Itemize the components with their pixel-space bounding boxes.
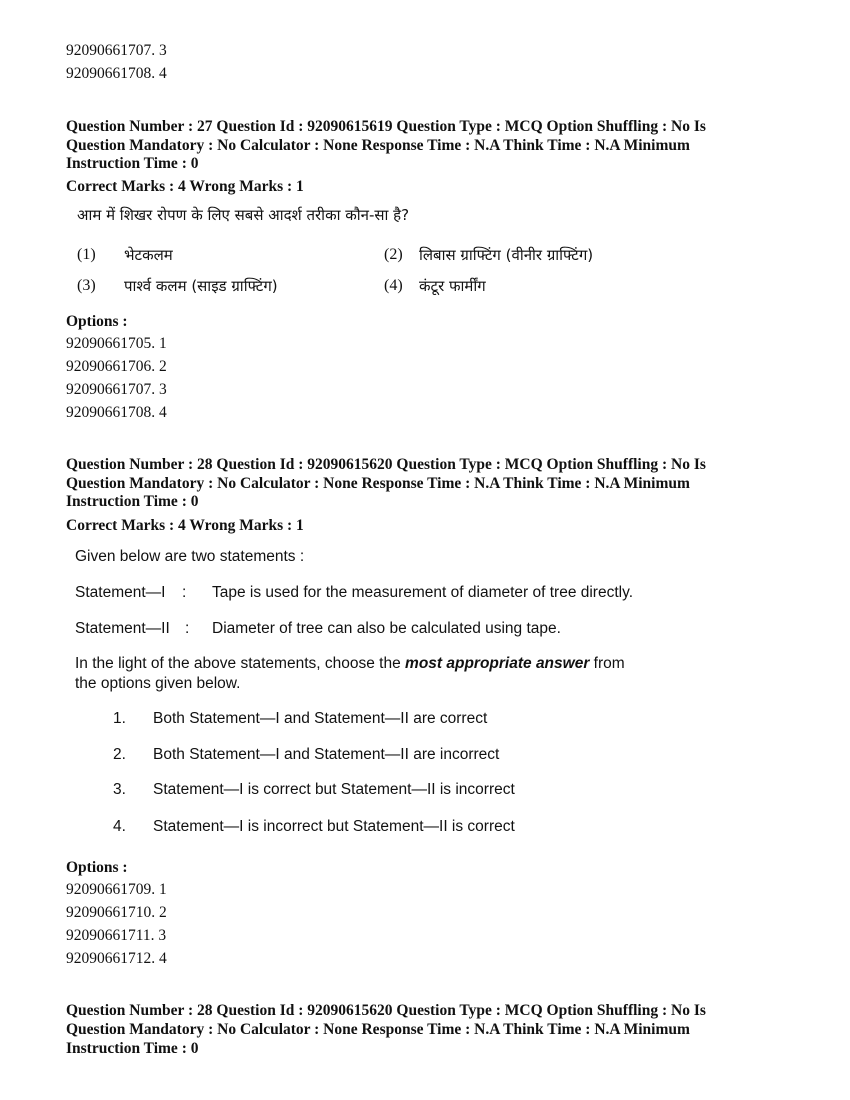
marks-line: Correct Marks : 4 Wrong Marks : 1 bbox=[66, 517, 304, 534]
option-line: 92090661710. 2 bbox=[66, 904, 167, 921]
option-line: 92090661708. 4 bbox=[66, 404, 167, 421]
choice-text: पार्श्व कलम (साइड ग्राफ्टिंग) bbox=[124, 277, 278, 295]
question-header-line: Instruction Time : 0 bbox=[66, 1040, 199, 1057]
question-header-line: Question Number : 28 Question Id : 92090615620 Question Type : MCQ Option Shuffling : No Is bbox=[66, 1002, 706, 1019]
question-header-line: Instruction Time : 0 bbox=[66, 493, 199, 510]
choice-number: (3) bbox=[77, 277, 96, 294]
instruction-emphasis: most appropriate answer bbox=[405, 655, 590, 672]
instruction-line: the options given below. bbox=[75, 675, 241, 692]
instruction-text: from bbox=[593, 655, 625, 672]
marks-line: Correct Marks : 4 Wrong Marks : 1 bbox=[66, 178, 304, 195]
statement-separator: : bbox=[182, 584, 187, 601]
question-header-line: Question Number : 27 Question Id : 92090615619 Question Type : MCQ Option Shuffling : No Is bbox=[66, 118, 706, 135]
option-line: 92090661706. 2 bbox=[66, 358, 167, 375]
option-line: 92090661712. 4 bbox=[66, 950, 167, 967]
choice-text: Both Statement—I and Statement—II are correct bbox=[153, 710, 488, 727]
statement-text: Tape is used for the measurement of diameter of tree directly. bbox=[212, 584, 633, 601]
question-header-line: Question Mandatory : No Calculator : None Response Time : N.A Think Time : N.A Minimum bbox=[66, 137, 690, 154]
question-text: आम में शिखर रोपण के लिए सबसे आदर्श तरीका कौन-सा है? bbox=[77, 206, 410, 224]
choice-number: (4) bbox=[384, 277, 403, 294]
question-header-line: Instruction Time : 0 bbox=[66, 155, 199, 172]
option-line: 92090661707. 3 bbox=[66, 42, 167, 59]
choice-text: कंटूर फार्मींग bbox=[419, 277, 486, 295]
question-header-line: Question Number : 28 Question Id : 92090615620 Question Type : MCQ Option Shuffling : No Is bbox=[66, 456, 706, 473]
choice-number: (2) bbox=[384, 246, 403, 263]
choice-text: लिबास ग्राफ्टिंग (वीनीर ग्राफ्टिंग) bbox=[419, 246, 594, 264]
choice-text: Statement—I is incorrect but Statement—II is correct bbox=[153, 818, 515, 835]
option-line: 92090661709. 1 bbox=[66, 881, 167, 898]
question-header-line: Question Mandatory : No Calculator : None Response Time : N.A Think Time : N.A Minimum bbox=[66, 1021, 690, 1038]
options-label: Options : bbox=[66, 859, 128, 876]
statement-label: Statement—I bbox=[75, 584, 166, 601]
option-line: 92090661711. 3 bbox=[66, 927, 167, 944]
choice-number: (1) bbox=[77, 246, 96, 263]
choice-number: 1. bbox=[113, 710, 126, 727]
option-line: 92090661707. 3 bbox=[66, 381, 167, 398]
question-intro: Given below are two statements : bbox=[75, 548, 305, 565]
statement-text: Diameter of tree can also be calculated using tape. bbox=[212, 620, 561, 637]
choice-number: 4. bbox=[113, 818, 126, 835]
statement-separator: : bbox=[185, 620, 190, 637]
question-header-line: Question Mandatory : No Calculator : None Response Time : N.A Think Time : N.A Minimum bbox=[66, 475, 690, 492]
option-line: 92090661708. 4 bbox=[66, 65, 167, 82]
choice-number: 3. bbox=[113, 781, 126, 798]
choice-text: Statement—I is correct but Statement—II is incorrect bbox=[153, 781, 515, 798]
choice-text: Both Statement—I and Statement—II are incorrect bbox=[153, 746, 500, 763]
instruction-line bbox=[75, 654, 625, 674]
statement-label: Statement—II bbox=[75, 620, 170, 637]
choice-text: भेटकलम bbox=[124, 246, 173, 264]
options-label: Options : bbox=[66, 313, 128, 330]
option-line: 92090661705. 1 bbox=[66, 335, 167, 352]
choice-number: 2. bbox=[113, 746, 126, 763]
instruction-text: In the light of the above statements, choose the bbox=[75, 655, 401, 672]
